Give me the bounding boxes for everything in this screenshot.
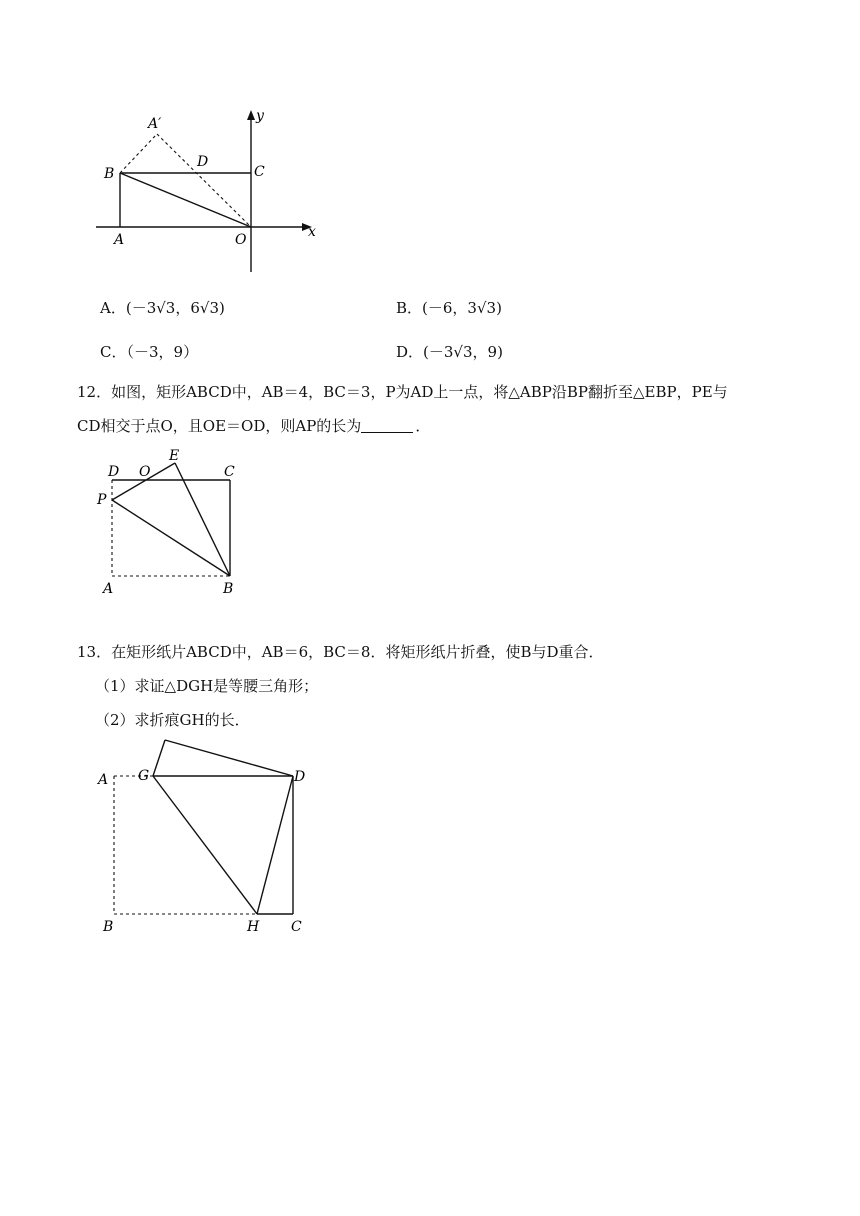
label-y-axis: y [256,108,264,124]
option-a [100,298,225,318]
option-c-value: （－3，9） [126,343,199,361]
q13-part1: （1）求证△DGH是等腰三角形； [95,677,319,695]
q12-line1: 12．如图，矩形ABCD中，AB＝4，BC＝3，P为AD上一点，将△ABP沿BP翻折至△EBP，PE与 [77,383,728,401]
q12-line2-end: ． [415,417,431,435]
option-d-value: (－3√3，9) [423,343,503,361]
label-d: D [108,464,120,480]
label-a: A [98,772,109,788]
label-c: C [254,164,265,180]
label-b: B [103,919,114,935]
label-d: D [294,769,306,785]
option-b-value: (－6，3√3) [422,299,502,317]
label-a-prime: A′ [148,116,162,132]
option-b [396,298,502,318]
label-a: A [114,232,125,248]
label-o: O [235,232,247,248]
label-a: A [103,581,114,597]
option-d [396,342,503,362]
q12-line2-text: CD相交于点O，且OE＝OD，则AP的长为 [77,417,362,435]
label-b: B [223,581,234,597]
q13-part2: （2）求折痕GH的长． [95,711,250,729]
label-o: O [139,464,151,480]
label-b: B [104,166,115,182]
figure-rectangle-fold-q12 [95,445,255,600]
option-c-letter: C． [100,343,127,361]
option-a-value: (－3√3，6√3) [125,299,225,317]
option-b-letter: B． [396,299,423,317]
option-c [100,342,198,362]
q12-line2 [77,416,430,436]
label-p: P [97,492,107,508]
label-e: E [169,448,180,464]
figure-coordinate-fold [90,100,330,280]
label-d: D [197,154,209,170]
q13-stem: 13．在矩形纸片ABCD中，AB＝6，BC＝8．将矩形纸片折叠，使B与D重合． [77,643,604,661]
label-c: C [224,464,235,480]
figure-rectangle-fold-q13 [95,733,320,938]
label-x-axis: x [308,224,316,240]
label-c: C [291,919,302,935]
label-h: H [247,919,260,935]
label-g: G [138,768,150,784]
option-d-letter: D． [396,343,424,361]
answer-blank [361,418,413,433]
option-a-letter: A． [100,299,126,317]
